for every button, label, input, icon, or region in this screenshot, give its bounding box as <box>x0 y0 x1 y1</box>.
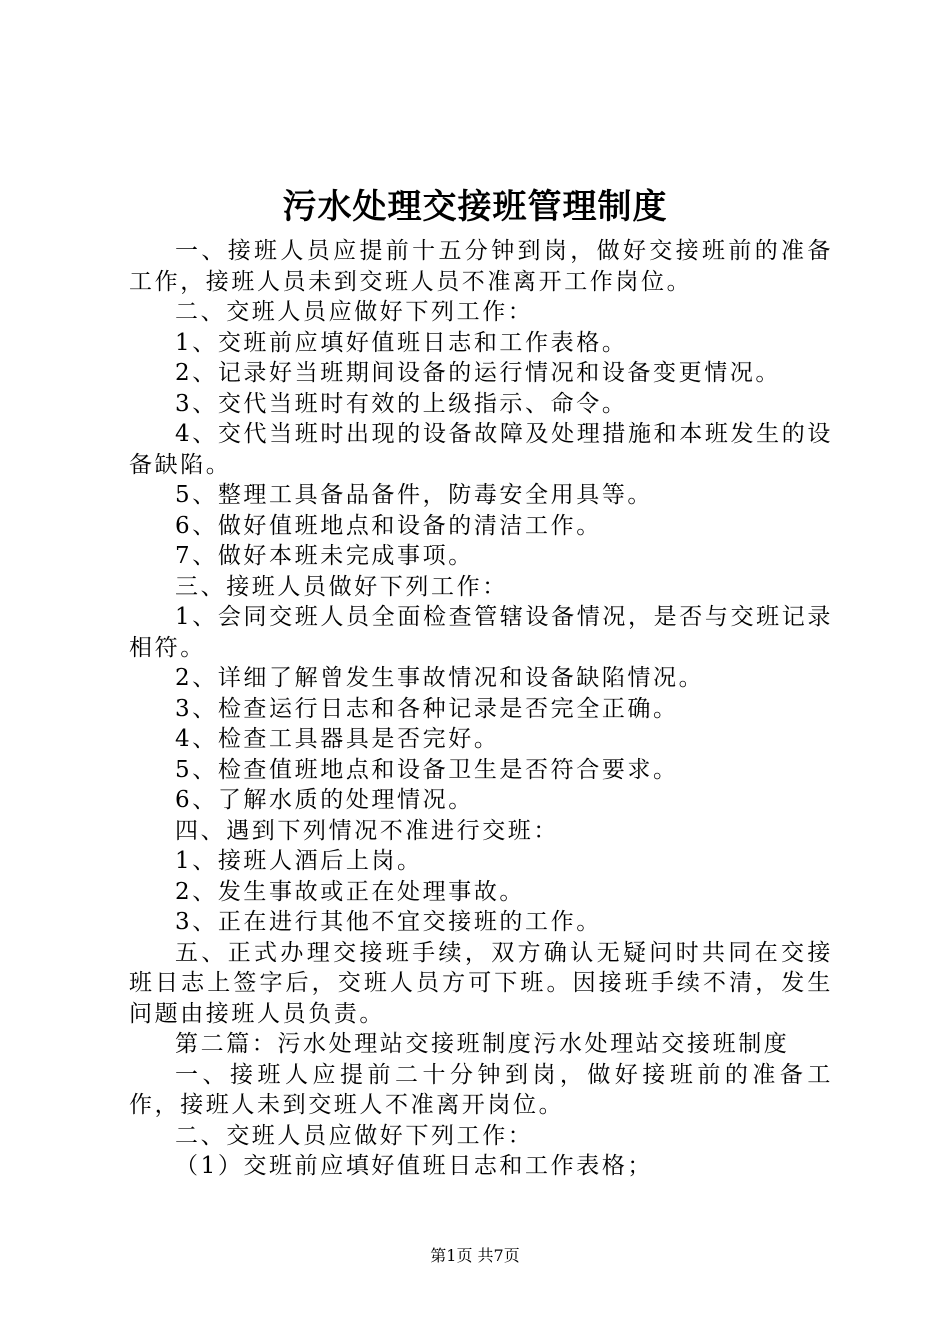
paragraph: 三、接班人员做好下列工作： <box>175 573 508 600</box>
paragraph: 第二篇：污水处理站交接班制度污水处理站交接班制度 <box>175 1031 790 1057</box>
paragraph: 3、交代当班时有效的上级指示、命令。 <box>175 390 628 417</box>
paragraph: 4、检查工具器具是否完好。 <box>175 726 500 752</box>
page-footer: 第1页 共7页 <box>430 1246 520 1265</box>
document-body <box>129 236 833 1182</box>
paragraph: 2、详细了解曾发生事故情况和设备缺陷情况。 <box>175 665 705 691</box>
paragraph: 5、整理工具备品备件，防毒安全用具等。 <box>175 482 654 508</box>
paragraph: （1）交班前应填好值班日志和工作表格； <box>175 1153 654 1179</box>
paragraph: 7、做好本班未完成事项。 <box>175 543 474 569</box>
paragraph: 6、了解水质的处理情况。 <box>175 787 474 813</box>
paragraph: 五、正式办理交接班手续，双方确认无疑问时共同在交接班日志上签字后，交班人员方可下班。因接班手续不清，发生问题由接班人员负责。 <box>129 939 833 1027</box>
paragraph: 1、接班人酒后上岗。 <box>175 848 423 874</box>
paragraph: 2、记录好当班期间设备的运行情况和设备变更情况。 <box>175 360 782 386</box>
paragraph: 1、会同交班人员全面检查管辖设备情况，是否与交班记录相符。 <box>129 604 833 661</box>
paragraph: 一、接班人应提前二十分钟到岗，做好接班前的准备工作，接班人未到交班人不准离开岗位。 <box>129 1061 833 1118</box>
paragraph: 5、检查值班地点和设备卫生是否符合要求。 <box>175 756 679 783</box>
paragraph: 二、交班人员应做好下列工作： <box>175 299 534 325</box>
paragraph: 二、交班人员应做好下列工作： <box>175 1122 534 1149</box>
paragraph: 一、接班人员应提前十五分钟到岗，做好交接班前的准备工作，接班人员未到交班人员不准离开工作岗位。 <box>129 238 833 295</box>
paragraph: 4、交代当班时出现的设备故障及处理措施和本班发生的设备缺陷。 <box>129 421 833 478</box>
paragraph: 3、正在进行其他不宜交接班的工作。 <box>175 909 602 935</box>
paragraph: 1、交班前应填好值班日志和工作表格。 <box>175 329 628 356</box>
paragraph: 四、遇到下列情况不准进行交班： <box>175 817 559 844</box>
paragraph: 2、发生事故或正在处理事故。 <box>175 878 526 905</box>
paragraph: 6、做好值班地点和设备的清洁工作。 <box>175 512 602 539</box>
document-title: 污水处理交接班管理制度 <box>282 187 668 227</box>
paragraph: 3、检查运行日志和各种记录是否完全正确。 <box>175 695 679 722</box>
